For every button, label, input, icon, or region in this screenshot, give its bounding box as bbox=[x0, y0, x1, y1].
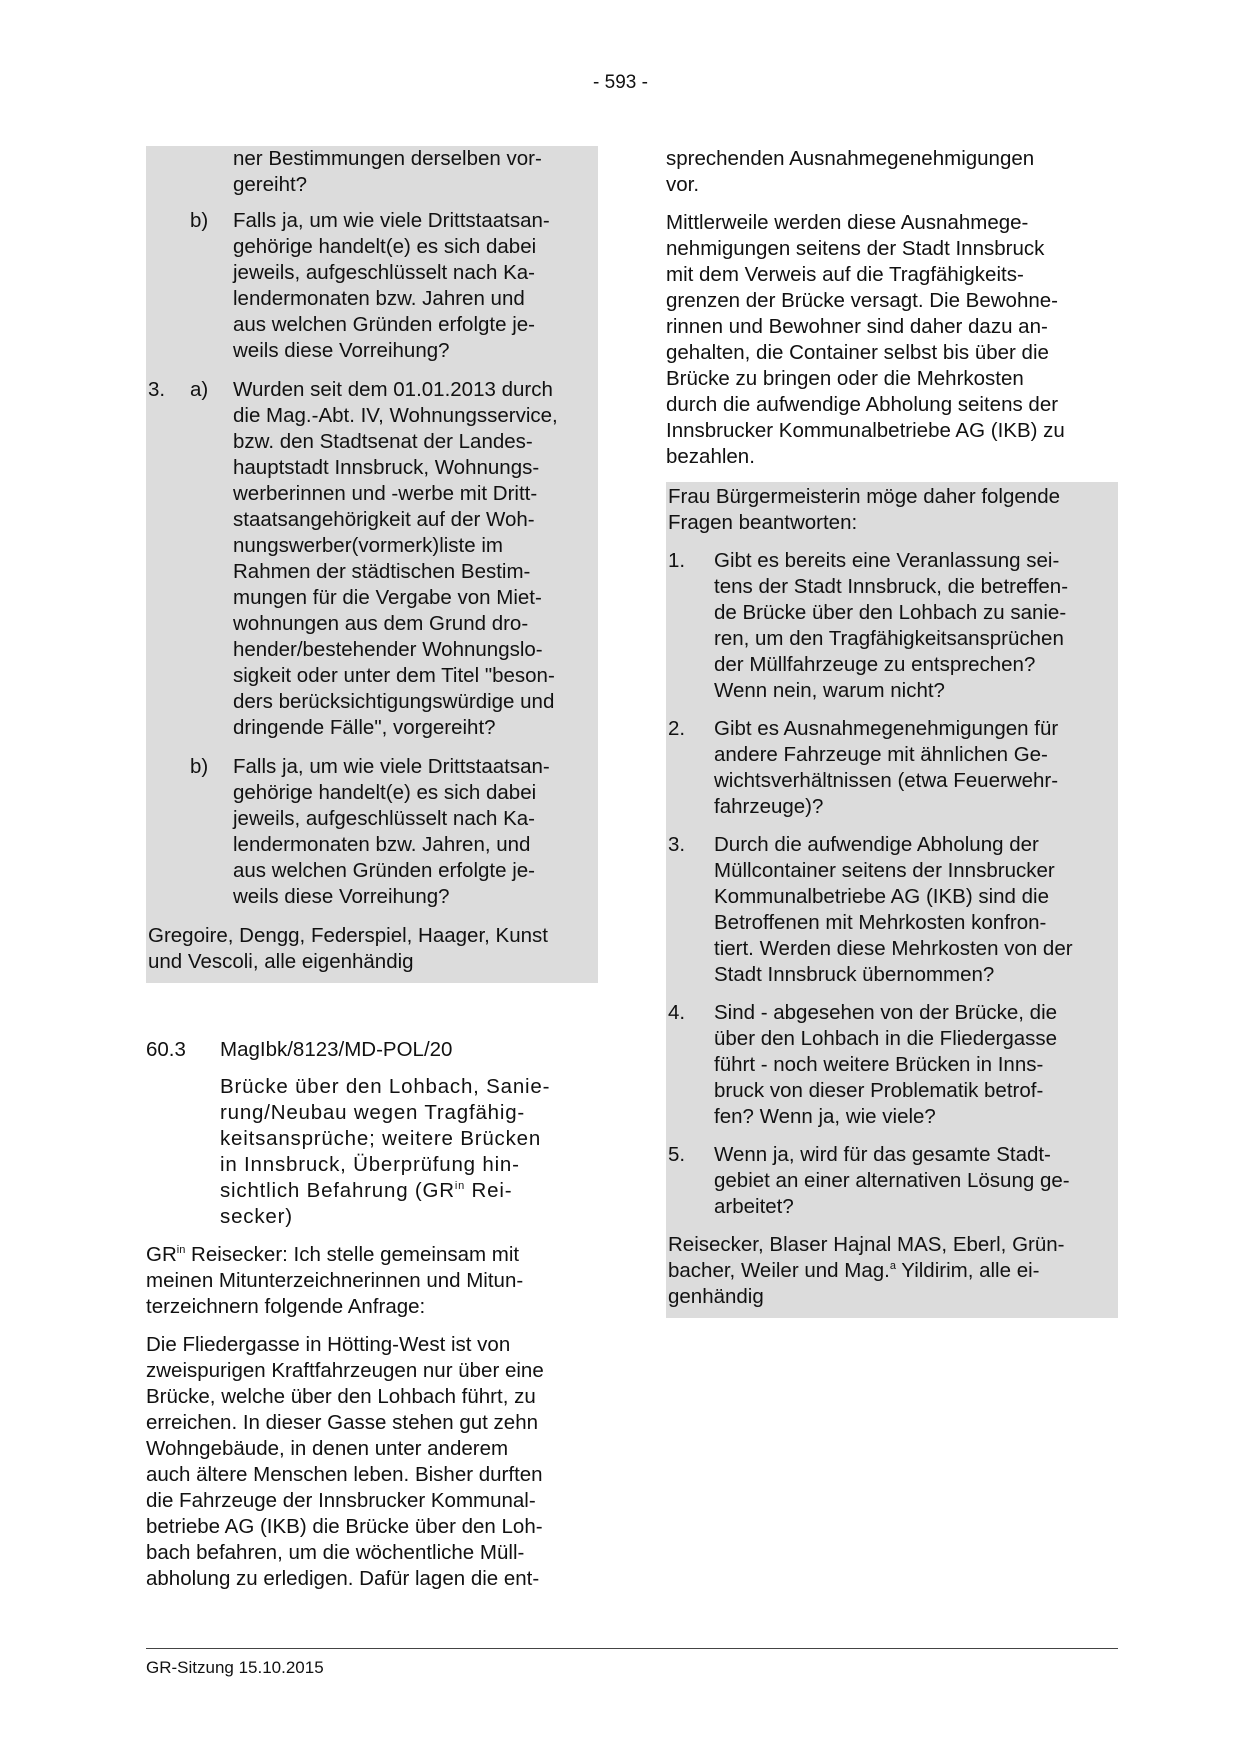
text-line: arbeitet? bbox=[714, 1195, 794, 1218]
text-line: gehalten, die Container selbst bis über die bbox=[666, 341, 1049, 364]
text-line: $GR^{in}$ Reisecker: Ich stelle gemeinsam mit bbox=[146, 1243, 520, 1266]
text-line: grenzen der Brücke versagt. Die Bewohne- bbox=[666, 289, 1058, 312]
question-3 bbox=[668, 832, 1114, 988]
continued-paragraph bbox=[666, 146, 1118, 198]
previous-inquiry-block bbox=[146, 146, 598, 983]
text-line: Wohngebäude, in denen unter anderem bbox=[146, 1437, 509, 1460]
agenda-item-reference: MagIbk/8123/MD-POL/20 bbox=[220, 1038, 453, 1061]
text-line: fahrzeuge)? bbox=[714, 795, 824, 818]
question-letter: a) bbox=[190, 378, 209, 401]
questions-block bbox=[666, 482, 1118, 1318]
question-3a bbox=[148, 377, 594, 741]
text-line: wohnungen aus dem Grund dro- bbox=[233, 612, 529, 635]
text-line: aus welchen Gründen erfolgte je- bbox=[233, 313, 535, 336]
text-line: mit dem Verweis auf die Tragfähigkeits- bbox=[666, 263, 1024, 286]
text-line: tiert. Werden diese Mehrkosten von der bbox=[714, 937, 1073, 960]
text-line: dringende Fälle", vorgereiht? bbox=[233, 716, 496, 739]
text-line: Gibt es bereits eine Veranlassung sei- bbox=[714, 549, 1060, 572]
text-line: gereiht? bbox=[233, 173, 308, 196]
text-line: Betroffenen mit Mehrkosten konfron- bbox=[714, 911, 1047, 934]
text-line: mungen für die Vergabe von Miet- bbox=[233, 586, 542, 609]
text-line: Kommunalbetriebe AG (IKB) sind die bbox=[714, 885, 1049, 908]
question-letter: b) bbox=[190, 209, 209, 232]
footer-divider bbox=[146, 1648, 1118, 1649]
text-line: in Innsbruck, Überprüfung hin- bbox=[220, 1153, 520, 1176]
question-3b bbox=[148, 754, 594, 910]
text-line: fen? Wenn ja, wie viele? bbox=[714, 1105, 936, 1128]
text-line: Rahmen der städtischen Bestim- bbox=[233, 560, 531, 583]
text-line: Falls ja, um wie viele Drittstaatsan- bbox=[233, 755, 550, 778]
text-line: sichtlich Befahrung ($GR^{in}$ Rei- bbox=[220, 1179, 513, 1202]
text-line: Sind - abgesehen von der Brücke, die bbox=[714, 1001, 1058, 1024]
text-line: erreichen. In dieser Gasse stehen gut zehn bbox=[146, 1411, 539, 1434]
text-line: und Vescoli, alle eigenhändig bbox=[148, 950, 414, 973]
text-line: Gibt es Ausnahmegenehmigungen für bbox=[714, 717, 1059, 740]
text-line: weils diese Vorreihung? bbox=[233, 885, 450, 908]
question-5 bbox=[668, 1142, 1114, 1220]
text-line: hender/bestehender Wohnungslo- bbox=[233, 638, 543, 661]
text-line: Frau Bürgermeisterin möge daher folgende bbox=[668, 485, 1060, 508]
question-4 bbox=[668, 1000, 1114, 1130]
text-line: auch ältere Menschen leben. Bisher durften bbox=[146, 1463, 543, 1486]
text-line: gebiet an einer alternativen Lösung ge- bbox=[714, 1169, 1070, 1192]
text-line: meinen Mitunterzeichnerinnen und Mitun- bbox=[146, 1269, 524, 1292]
text-line: Falls ja, um wie viele Drittstaatsan- bbox=[233, 209, 550, 232]
body-paragraph bbox=[146, 1332, 598, 1592]
text-line: Stadt Innsbruck übernommen? bbox=[714, 963, 995, 986]
request-text bbox=[668, 484, 1114, 536]
text-line: bacher, Weiler und Mag.$^a$ Yildirim, alle ei- bbox=[668, 1259, 1040, 1282]
text-line: über den Lohbach in die Fliedergasse bbox=[714, 1027, 1058, 1050]
text-line: andere Fahrzeuge mit ähnlichen Ge- bbox=[714, 743, 1048, 766]
text-line: ders berücksichtigungswürdige und bbox=[233, 690, 555, 713]
text-line: staatsangehörigkeit auf der Woh- bbox=[233, 508, 535, 531]
text-line: hauptstadt Innsbruck, Wohnungs- bbox=[233, 456, 540, 479]
text-line: die Mag.-Abt. IV, Wohnungsservice, bbox=[233, 404, 558, 427]
text-line: Wenn ja, wird für das gesamte Stadt- bbox=[714, 1143, 1051, 1166]
signers bbox=[668, 1232, 1114, 1310]
text-line: genhändig bbox=[668, 1285, 764, 1308]
text-line: gehörige handelt(e) es sich dabei bbox=[233, 235, 537, 258]
text-line: durch die aufwendige Abholung seitens der bbox=[666, 393, 1059, 416]
continued-question-text bbox=[148, 146, 594, 198]
text-line: Die Fliedergasse in Hötting-West ist von bbox=[146, 1333, 511, 1356]
text-line: rung/Neubau wegen Tragfähig- bbox=[220, 1101, 526, 1124]
text-line: Mittlerweile werden diese Ausnahmege- bbox=[666, 211, 1029, 234]
intro-paragraph bbox=[146, 1242, 598, 1320]
agenda-item-header bbox=[146, 1037, 598, 1063]
text-line: führt - noch weitere Brücken in Inns- bbox=[714, 1053, 1044, 1076]
text-line: keitsansprüche; weitere Brücken bbox=[220, 1127, 542, 1150]
text-line: ren, um den Tragfähigkeitsansprüchen bbox=[714, 627, 1064, 650]
text-line: Fragen beantworten: bbox=[668, 511, 858, 534]
text-line: lendermonaten bzw. Jahren, und bbox=[233, 833, 531, 856]
question-2 bbox=[668, 716, 1114, 820]
text-line: Wurden seit dem 01.01.2013 durch bbox=[233, 378, 553, 401]
text-line: werberinnen und -werbe mit Dritt- bbox=[233, 482, 538, 505]
text-line: Innsbrucker Kommunalbetriebe AG (IKB) zu bbox=[666, 419, 1065, 442]
text-line: jeweils, aufgeschlüsselt nach Ka- bbox=[233, 807, 535, 830]
agenda-item-subject bbox=[146, 1074, 598, 1230]
text-line: bzw. den Stadtsenat der Landes- bbox=[233, 430, 533, 453]
right-column bbox=[666, 146, 1118, 1318]
text-line: weils diese Vorreihung? bbox=[233, 339, 450, 362]
question-number: 3. bbox=[148, 378, 166, 401]
text-line: vor. bbox=[666, 173, 700, 196]
question-number: 4. bbox=[668, 1001, 686, 1024]
text-line: abholung zu erledigen. Dafür lagen die ent- bbox=[146, 1567, 540, 1590]
text-line: Wenn nein, warum nicht? bbox=[714, 679, 945, 702]
text-line: wichtsverhältnissen (etwa Feuerwehr- bbox=[714, 769, 1059, 792]
text-line: nehmigungen seitens der Stadt Innsbruck bbox=[666, 237, 1045, 260]
text-line: ner Bestimmungen derselben vor- bbox=[233, 147, 542, 170]
question-2b bbox=[148, 208, 594, 364]
question-number: 2. bbox=[668, 717, 686, 740]
text-line: Brücke zu bringen oder die Mehrkosten bbox=[666, 367, 1024, 390]
question-number: 1. bbox=[668, 549, 686, 572]
left-column bbox=[146, 146, 598, 1592]
text-line: tens der Stadt Innsbruck, die betreffen- bbox=[714, 575, 1069, 598]
question-1 bbox=[668, 548, 1114, 704]
text-line: Müllcontainer seitens der Innsbrucker bbox=[714, 859, 1055, 882]
text-line: betriebe AG (IKB) die Brücke über den Loh- bbox=[146, 1515, 543, 1538]
agenda-item-number: 60.3 bbox=[146, 1038, 186, 1061]
situation-paragraph bbox=[666, 210, 1118, 470]
text-line: Reisecker, Blaser Hajnal MAS, Eberl, Grün- bbox=[668, 1233, 1065, 1256]
text-line: aus welchen Gründen erfolgte je- bbox=[233, 859, 535, 882]
text-line: rinnen und Bewohner sind daher dazu an- bbox=[666, 315, 1048, 338]
question-number: 5. bbox=[668, 1143, 686, 1166]
text-line: bezahlen. bbox=[666, 445, 755, 468]
text-line: die Fahrzeuge der Innsbrucker Kommunal- bbox=[146, 1489, 536, 1512]
text-line: terzeichnern folgende Anfrage: bbox=[146, 1295, 426, 1318]
text-line: zweispurigen Kraftfahrzeugen nur über eine bbox=[146, 1359, 544, 1382]
text-line: Brücke, welche über den Lohbach führt, zu bbox=[146, 1385, 536, 1408]
question-number: 3. bbox=[668, 833, 686, 856]
text-line: der Müllfahrzeuge zu entsprechen? bbox=[714, 653, 1036, 676]
question-letter: b) bbox=[190, 755, 209, 778]
text-line: nungswerber(vormerk)liste im bbox=[233, 534, 503, 557]
text-line: lendermonaten bzw. Jahren und bbox=[233, 287, 525, 310]
signers bbox=[148, 923, 594, 975]
text-line: de Brücke über den Lohbach zu sanie- bbox=[714, 601, 1067, 624]
page-number: - 593 - bbox=[593, 72, 648, 93]
text-line: Durch die aufwendige Abholung der bbox=[714, 833, 1039, 856]
text-line: bach befahren, um die wöchentliche Müll- bbox=[146, 1541, 525, 1564]
text-line: secker) bbox=[220, 1205, 293, 1228]
text-line: Gregoire, Dengg, Federspiel, Haager, Kunst bbox=[148, 924, 548, 947]
text-line: gehörige handelt(e) es sich dabei bbox=[233, 781, 537, 804]
text-line: bruck von dieser Problematik betrof- bbox=[714, 1079, 1044, 1102]
text-line: jeweils, aufgeschlüsselt nach Ka- bbox=[233, 261, 535, 284]
footer-text: GR-Sitzung 15.10.2015 bbox=[146, 1658, 324, 1677]
text-line: sprechenden Ausnahmegenehmigungen bbox=[666, 147, 1035, 170]
text-line: sigkeit oder unter dem Titel "beson- bbox=[233, 664, 555, 687]
text-line: Brücke über den Lohbach, Sanie- bbox=[220, 1075, 551, 1098]
